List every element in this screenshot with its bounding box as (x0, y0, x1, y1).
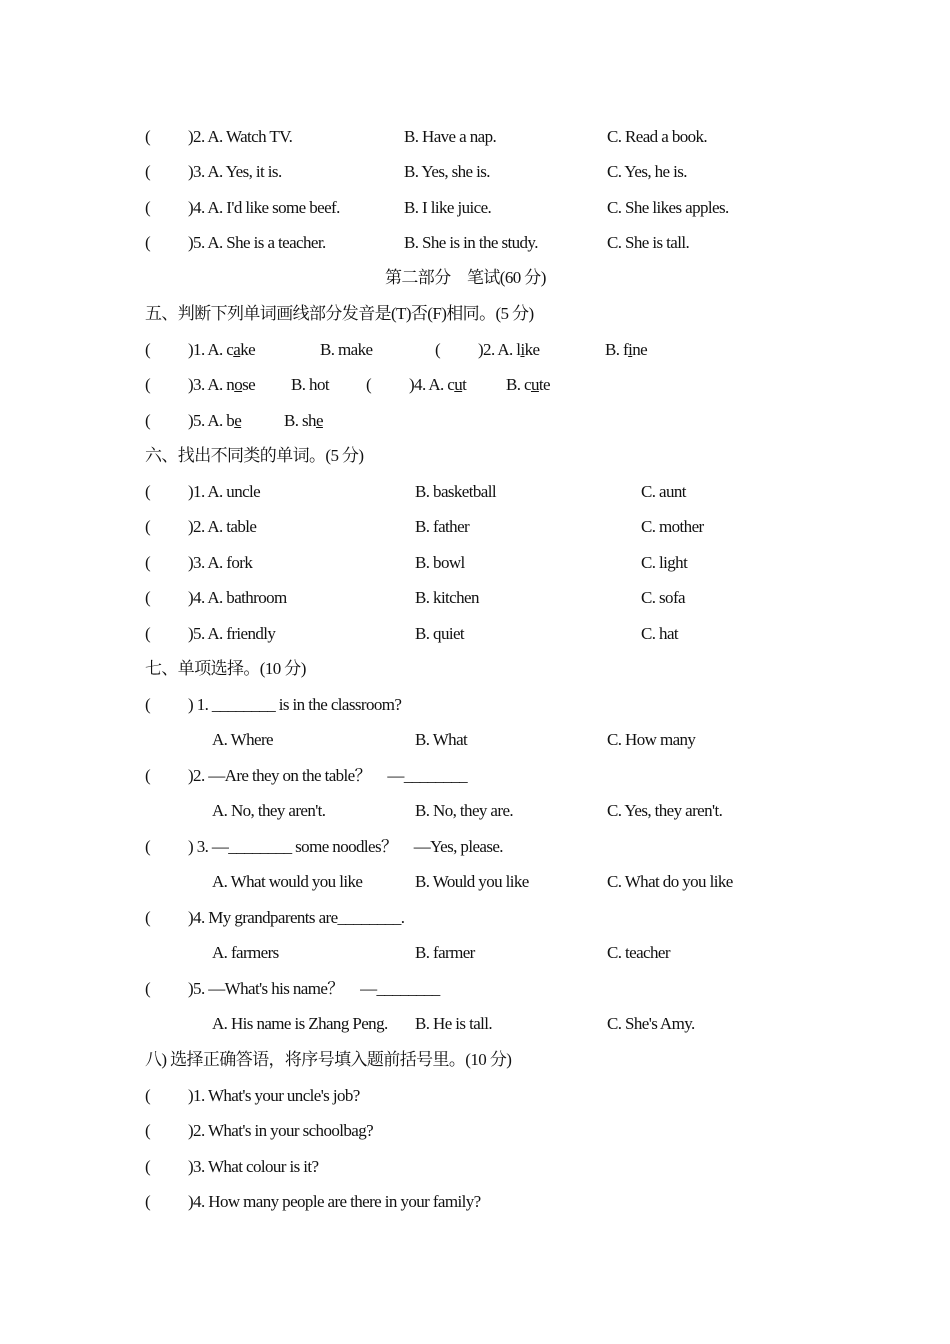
sec5-q3-b: B. hot (291, 375, 329, 394)
listen-q3-b: B. Yes, she is. (404, 162, 490, 181)
paren: ( (145, 553, 151, 572)
listen-q3-c: C. Yes, he is. (607, 162, 687, 181)
paren: ( (145, 162, 151, 181)
listen-q4-b: B. I like juice. (404, 198, 492, 217)
text: se (242, 375, 256, 394)
text: te (538, 375, 550, 394)
sec7-q5-a: A. His name is Zhang Peng. (212, 1014, 388, 1033)
sec5-q1-b: B. make (320, 340, 373, 359)
paren: ( (145, 766, 151, 785)
sec5-q1-a (188, 339, 255, 361)
listen-q5-b: B. She is in the study. (404, 233, 538, 252)
paren: ( (145, 375, 151, 394)
text: )5. A. b (188, 411, 235, 430)
text: B. c (506, 375, 531, 394)
paren: ( (145, 198, 151, 217)
sec5-q3-a (188, 374, 255, 396)
sec7-q5-stem: )5. —What's his name？ —________ (188, 979, 440, 998)
sec8-q1: )1. What's your uncle's job? (188, 1086, 360, 1105)
paren: ( (145, 233, 151, 252)
sec7-q2-a: A. No, they aren't. (212, 801, 326, 820)
sec8-title: 八) 选择正确答语，将序号填入题前括号里。(10 分) (145, 1050, 512, 1069)
sec7-q4-c: C. teacher (607, 943, 670, 962)
underlined-letter: i (628, 340, 633, 359)
listen-q4-a: )4. A. I'd like some beef. (188, 198, 340, 217)
sec7-q2-c: C. Yes, they aren't. (607, 801, 723, 820)
paren: ( (435, 340, 441, 359)
listen-q2-a: )2. A. Watch TV. (188, 127, 293, 146)
underlined-letter: a (233, 340, 241, 359)
sec7-q2-b: B. No, they are. (415, 801, 514, 820)
sec7-q1-stem: ) 1. ________ is in the classroom? (188, 695, 402, 714)
sec6-q1-c: C. aunt (641, 482, 686, 501)
listen-q2-c: C. Read a book. (607, 127, 708, 146)
text: )3. A. n (188, 375, 235, 394)
sec7-q5-b: B. He is tall. (415, 1014, 493, 1033)
listen-q4-c: C. She likes apples. (607, 198, 729, 217)
sec6-q5-b: B. quiet (415, 624, 465, 643)
text: ke (524, 340, 540, 359)
paren: ( (145, 482, 151, 501)
sec7-q4-stem: )4. My grandparents are________. (188, 908, 405, 927)
paren: ( (145, 340, 151, 359)
paren: ( (145, 908, 151, 927)
underlined-letter: e (315, 411, 323, 430)
sec6-q1-a: )1. A. uncle (188, 482, 261, 501)
sec8-q4: )4. How many people are there in your family? (188, 1192, 481, 1211)
text: t (462, 375, 467, 394)
underlined-letter: o (234, 375, 243, 394)
paren: ( (366, 375, 372, 394)
paren: ( (145, 1086, 151, 1105)
sec6-q5-a: )5. A. friendly (188, 624, 276, 643)
paren: ( (145, 588, 151, 607)
paren: ( (145, 127, 151, 146)
text: B. f (605, 340, 629, 359)
sec6-title: 六、找出不同类的单词。(5 分) (145, 446, 364, 465)
sec5-q5-b (284, 410, 323, 432)
paren: ( (145, 1157, 151, 1176)
text: )1. A. c (188, 340, 234, 359)
text: )2. A. l (478, 340, 521, 359)
sec7-q2-stem: )2. —Are they on the table？ —________ (188, 766, 468, 785)
paren: ( (145, 517, 151, 536)
sec5-q2-b (605, 339, 647, 361)
sec6-q3-c: C. light (641, 553, 688, 572)
sec6-q5-c: C. hat (641, 624, 679, 643)
sec6-q2-c: C. mother (641, 517, 704, 536)
sec7-q3-b: B. Would you like (415, 872, 529, 891)
sec8-q2: )2. What's in your schoolbag? (188, 1121, 374, 1140)
sec5-q2-a (478, 339, 539, 361)
text: )4. A. c (409, 375, 455, 394)
listen-q5-c: C. She is tall. (607, 233, 690, 252)
paren: ( (145, 695, 151, 714)
paren: ( (145, 979, 151, 998)
paren: ( (145, 837, 151, 856)
sec6-q4-c: C. sofa (641, 588, 685, 607)
text: ne (632, 340, 648, 359)
sec6-q3-b: B. bowl (415, 553, 465, 572)
sec6-q4-a: )4. A. bathroom (188, 588, 287, 607)
text: B. sh (284, 411, 316, 430)
sec6-q2-b: B. father (415, 517, 470, 536)
sec5-q5-a (188, 410, 241, 432)
sec7-q3-stem: ) 3. —________ some noodles？ —Yes, please. (188, 837, 503, 856)
sec7-q1-c: C. How many (607, 730, 696, 749)
sec6-q2-a: )2. A. table (188, 517, 257, 536)
listen-q5-a: )5. A. She is a teacher. (188, 233, 326, 252)
sec5-q4-a (409, 374, 466, 396)
sec7-q3-a: A. What would you like (212, 872, 363, 891)
paren: ( (145, 1121, 151, 1140)
sec7-q4-b: B. farmer (415, 943, 475, 962)
text: ke (240, 340, 256, 359)
sec5-title: 五、判断下列单词画线部分发音是(T)否(F)相同。(5 分) (145, 304, 534, 323)
underlined-letter: e (234, 411, 242, 430)
paren: ( (145, 624, 151, 643)
paren: ( (145, 411, 151, 430)
sec7-title: 七、单项选择。(10 分) (145, 659, 306, 678)
sec5-q4-b (506, 374, 550, 396)
sec7-q4-a: A. farmers (212, 943, 279, 962)
sec7-q3-c: C. What do you like (607, 872, 733, 891)
listen-q3-a: )3. A. Yes, it is. (188, 162, 282, 181)
sec7-q5-c: C. She's Amy. (607, 1014, 695, 1033)
sec6-q4-b: B. kitchen (415, 588, 479, 607)
sec6-q3-a: )3. A. fork (188, 553, 253, 572)
sec8-q3: )3. What colour is it? (188, 1157, 319, 1176)
sec6-q1-b: B. basketball (415, 482, 496, 501)
part2-title: 第二部分 笔试(60 分) (385, 268, 546, 287)
underlined-letter: u (530, 375, 539, 394)
underlined-letter: u (454, 375, 463, 394)
sec7-q1-a: A. Where (212, 730, 273, 749)
underlined-letter: i (520, 340, 525, 359)
sec7-q1-b: B. What (415, 730, 468, 749)
paren: ( (145, 1192, 151, 1211)
listen-q2-b: B. Have a nap. (404, 127, 497, 146)
